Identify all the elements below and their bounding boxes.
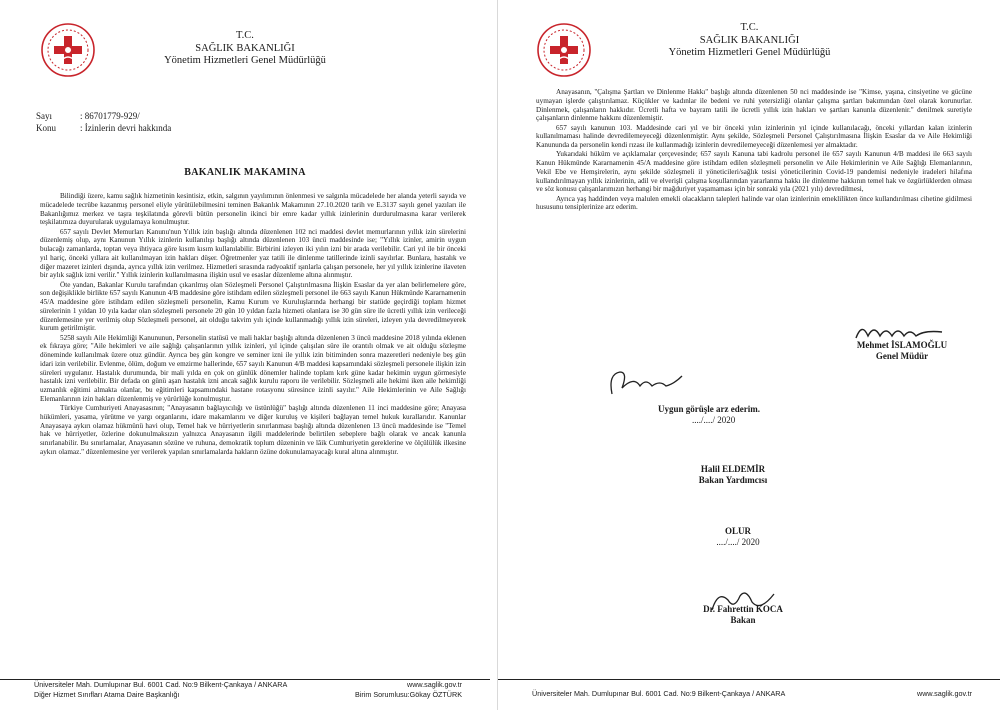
footer-contact: Birim Sorumlusu:Gökay ÖZTÜRK — [354, 689, 462, 699]
konu-label: Konu — [36, 123, 56, 133]
letterhead-ministry: SAĞLIK BAKANLIĞI — [195, 42, 295, 54]
sayi-label: Sayı — [36, 111, 53, 121]
olur-label: OLUR — [724, 526, 751, 536]
general-director-name: Mehmet İSLAMOĞLU — [856, 340, 948, 350]
left-body — [40, 192, 466, 457]
paragraph: Türkiye Cumhuriyeti Anayasasının; "Anayasanın bağlayıcılığı ve üstünlüğü" başlığı altında düzenlenen 11 inci maddesine göre; Anayasa hükümleri, yasama, yürütme ve yargı organlarını, idare makamlarını ve diğer kuruluş ve kişileri bağlayan temel hukuk kurallarıdır. Kanunlar Anayasaya aykırı olamaz hükmünü havi olup, Temel hak ve hürriyetlerin sınırlanması başlığı altında düzenlenen 13 üncü maddesinde ise "Temel hak ve hürriyetler, özlerine dokunulmaksızın yalnızca Anayasanın ilgili maddelerinde belirtilen sebeplere bağlı olarak ve ancak kanunla sınırlanabilir. Bu sınırlamalar, Anayasanın sözüne ve ruhuna, demokratik toplum düzeninin ve lâik Cumhuriyetin gereklerine ve ölçülülük ilkesine aykırı olamaz." düzenlemesine yer verilerek yapılan sınırlamalarda hakların özüne dokunulamayacağı kural altına alınmıştır. — [40, 404, 466, 456]
approval-date: ..../..../ 2020 — [692, 415, 736, 425]
footer-web[interactable]: www.saglik.gov.tr — [917, 689, 972, 698]
minister-name: Dr. Fahrettin KOCA — [703, 604, 783, 614]
paragraph: Yukarıdaki hüküm ve açıklamalar çerçevesinde; 657 sayılı Kanuna tabi kadrolu personel ile 657 sayılı Kanunun 4/B maddesi ile 663 sayılı Kanun Hükmünde Kararnamenin 45/A maddesine göre istihdam edilen sözleşmeli personelin ve Aile Hekimlerinin ve Aile Sağlığı Elemanlarının, Vekil Ebe ve Hemşirelerin, aynı şekilde sözleşmeli il yöneticileri/sağlık tesisi yöneticilerinin Covid-19 pandemisi nedeniyle iradeleri hilafına kullandırılmayan yıllık izinlerinin, adil ve elverişli çalışma koşullarından yararlanma hakkı ile dinlenme hakkının temel hak ve özgürlüklerden olması ve söz konusu çalışanlarımızın herhangi bir mağduriyet yaşamaması için bir sonraki yıla (2021 yılı) devredilmesi, — [536, 150, 972, 194]
deputy-title: Bakan Yardımcısı — [698, 475, 768, 485]
approval-line: Uygun görüşle arz ederim. — [658, 404, 760, 414]
deputy-signature — [658, 464, 808, 486]
signature-icon — [606, 366, 686, 398]
olur-date: ..../..../ 2020 — [716, 537, 760, 547]
general-director-title: Genel Müdür — [875, 351, 929, 361]
footer-dept: Diğer Hizmet Sınıfları Atama Daire Başkanlığı — [34, 689, 180, 699]
right-body — [536, 88, 972, 213]
paragraph: Bilindiği üzere, kamu sağlık hizmetinin kesintisiz, etkin, salgının yayılımının önlenmesi ve salgınla mücadelede her alanda yeterli sayıda ve mücadelede tecrübe kazanmış personel eliyle yürütülebilmesini teminen Bakanlık Makamının 27.10.2020 tarih ve E.3137 sayılı genel yazıları ile Bakanlığımız merkez ve taşra teşkilatında görevli bütün personelin ikinci bir emre kadar yıllık izinlerinin durdurulmasına karar verilerek teşkilatımıza duyurularak uygulamaya konulmuştur. — [40, 192, 466, 227]
footer-left — [0, 679, 490, 710]
letterhead-tc: T.C. — [740, 22, 759, 33]
sayi-value: : 86701779-929/ — [80, 111, 140, 121]
footer-web[interactable]: www.saglik.gov.tr — [407, 680, 462, 689]
minister-title: Bakan — [730, 615, 756, 625]
approval-block — [658, 404, 818, 426]
document-page-2 — [497, 0, 1000, 710]
paragraph: 657 sayılı kanunun 103. Maddesinde cari yıl ve bir önceki yılın izinlerinin yıl içinde kullanılacağı, önceki yıllardan kalan izinlerin kullanılmaması halinde devredilemeyeceği düzenlenmiştir. Aynı şekilde, Sözleşmeli Personel Çalıştırılmasına İlişkin Esaslar da ve Aile Hekimliği Kanununda da personelin kendi rızası ile kullanmadığı izinlerin devredilemeyeceği düzenlemesi yer almaktadır. — [536, 123, 972, 149]
footer-address: Üniversiteler Mah. Dumlupınar Bul. 6001 Cad. No:9 Bilkent-Çankaya / ANKARA — [532, 689, 786, 698]
letterhead-directorate: Yönetim Hizmetleri Genel Müdürlüğü — [164, 55, 326, 66]
letterhead-ministry: SAĞLIK BAKANLIĞI — [699, 34, 800, 46]
document-title: BAKANLIK MAKAMINA — [184, 167, 306, 178]
letterhead-directorate: Yönetim Hizmetleri Genel Müdürlüğü — [668, 47, 831, 58]
general-director-signature — [842, 340, 962, 362]
paragraph: Öte yandan, Bakanlar Kurulu tarafından çıkarılmış olan Sözleşmeli Personel Çalıştırılmasına İlişkin Esaslar da yer alan belirlemelere göre, son değişiklikle birlikte 657 sayılı Kanunun 4/B maddesine göre istihdam edilen sözleşmeli personel ile 663 sayılı Kanun Hükmünde Kararnamenin 45/A maddesine göre istihdam edilen sözleşmeli personelin, Kamu Kurum ve Kuruluşlarında herhangi bir statüde geçirdiği toplam hizmet sürelerinin 1 yıldan 10 yıla kadar olan sözleşmeli personele 20 gün 10 yıldan fazla hizmeti olanlara ise 30 gün süre ile ücretli yıllık izin verileceği düzenlemesine yer verilmiş olup Sözleşmeli personel, ait olduğu takvim yılı içinde kullanmadığı yıllık izin süreleri, izleyen yıla devredilmeyerek kurum getirilmiştir. — [40, 280, 466, 333]
paragraph: 657 sayılı Devlet Memurları Kanunu'nun Yıllık izin başlığı altında düzenlenen 102 nci maddesi devlet memurlarının yıllık izin sürelerini düzenlemiş olup, aynı Kanunun Yıllık izinlerin kullanılışı başlığı altında düzenlenen 103 üncü maddesinde ise; "Yıllık izinler, amirin uygun bulacağı zamanlarda, toptan veya ihtiyaca göre kısım kısım kullanılabilir. Birbirini izleyen iki yılın izni bir arada verilebilir. Cari yıl ile bir önceki yıl hariç, önceki yıllara ait kullanılmayan izin hakları düşer. Öğretmenler yaz tatili ile dinlenme tatillerinde izinli sayılırlar. Bunlara, hastalık ve diğer mazeret izinleri dışında, ayrıca yıllık izin verilmez. Hizmetleri sırasında radyoaktif ışınlarla çalışan personele, her yıl yıllık izinlerine ilaveten bir aylık sağlık izni verilir." Yıllık izinlerin kullanılmasına ilişkin usul ve esaslar düzenleme altına alınmıştır. — [40, 227, 466, 280]
footer-address: Üniversiteler Mah. Dumlupınar Bul. 6001 Cad. No:9 Bilkent-Çankaya / ANKARA — [34, 680, 288, 689]
letterhead — [0, 30, 490, 68]
letterhead-tc: T.C. — [236, 30, 254, 41]
paragraph: 5258 sayılı Aile Hekimliği Kanununun, Personelin statüsü ve mali haklar başlığı altında düzenlenen 3 üncü maddesine 2018 yılında eklenen ek fıkraya göre; "Aile hekimleri ve aile sağlığı çalışanlarının yıllık izinleri, yıl içinde çalışılan süre ile orantılı olmak ve ait olduğu sözleşme döneminde kullanılmak üzere otuz gündür. Ayrıca beş gün kongre ve seminer izni ile yıllık izin bitiminden sonra mazeretleri nedeniyle beş gün idari izin verilebilir. Evlenme, ölüm, doğum ve emzirme hallerinde, 657 sayılı Kanunun 4/B maddesi kapsamındaki sözleşmeli personele ilişkin izin süreleri uygulanır. Hastalık durumunda, bir mali yılda en çok on günlük dönemler halinde toplam kırk güne kadar hekimin uygun görmesiyle hastalık izni verilebilir. Bir defada on günü aşan hastalık izni ancak sağlık kurulu raporu ile verilebilir. Sözleşmeli aile hekimi iken aile hekimliği uzmanlık eğitimi almakta olanlar, bu eğitimleri kapsamındaki hastane rotasyonu süresince izinli sayılır." Aile Hekimlerinin ve Aile Sağlığı Elemanlarının izin hakları düzenlenmiş ve yürürlüğe konulmuştur. — [40, 333, 466, 403]
minister-signature — [668, 604, 818, 626]
document-meta — [36, 110, 171, 134]
olur-block — [648, 526, 828, 548]
document-page-1 — [0, 0, 490, 710]
paragraph: Anayasanın, "Çalışma Şartları ve Dinlenme Hakkı" başlığı altında düzenlenen 50 nci maddesinde ise "Kimse, yaşına, cinsiyetine ve gücüne uymayan işlerde çalıştırılamaz. Küçükler ve kadınlar ile bedeni ve ruhi yetersizliği olanlar çalışma şartları bakımından özel olarak korunurlar. Dinlenmek, çalışanların hakkıdır. Ücretli hafta ve bayram tatili ile ücretli yıllık izin hakları ve şartları kanunla düzenlenir." denilmek suretiyle çalışanların dinlenme hakkını düzenlemiştir. — [536, 88, 972, 123]
footer-right — [498, 679, 1000, 710]
konu-value: : İzinlerin devri hakkında — [80, 123, 172, 133]
deputy-name: Halil ELDEMİR — [700, 464, 766, 474]
letterhead — [498, 22, 1000, 60]
paragraph: Ayrıca yaş haddinden veya malulen emekli olacakların talepleri halinde var olan izinlerinin emeklilikten önce kullandırılması cihetine gidilmesi hususunu tensiplerinize arz ederim. — [536, 194, 972, 212]
